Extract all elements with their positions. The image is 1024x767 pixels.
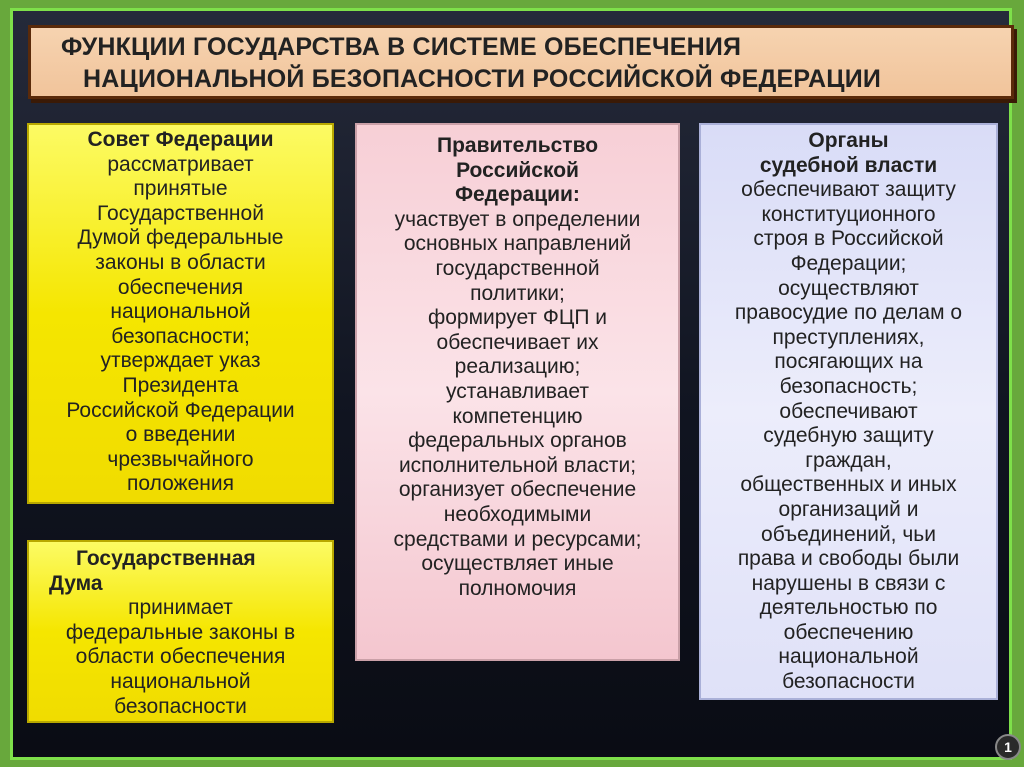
federation-council-text: положения — [127, 472, 234, 496]
judiciary-text: конституционного — [761, 202, 936, 226]
judiciary-box — [699, 123, 998, 700]
government-heading: Правительство — [436, 134, 599, 157]
government-text: необходимыми — [443, 502, 592, 526]
federation-council-box — [27, 123, 334, 504]
federation-council-text: безопасности; — [111, 324, 250, 348]
government-text: средствами и ресурсами; — [393, 527, 642, 551]
judiciary-text: Федерации; — [790, 251, 907, 275]
government-text: участвует в определении — [394, 207, 641, 231]
federation-council-text: о введении — [125, 423, 236, 447]
judiciary-text: безопасность; — [779, 374, 918, 398]
judiciary-text: безопасности — [782, 670, 915, 694]
judiciary-text: организаций и — [778, 497, 919, 521]
federation-council-text: рассматривает — [107, 152, 254, 176]
title-line-2: НАЦИОНАЛЬНОЙ БЕЗОПАСНОСТИ РОССИЙСКОЙ ФЕДЕРАЦИИ — [83, 65, 882, 93]
judiciary-text: посягающих на — [774, 350, 923, 374]
judiciary-text: общественных и иных — [740, 473, 957, 497]
judiciary-text: национальной — [778, 645, 919, 669]
judiciary-text: деятельностью по — [759, 596, 938, 620]
federation-council-text: Государственной — [97, 201, 264, 225]
government-text: устанавливает — [446, 379, 589, 403]
federation-council-text: законы в области — [95, 250, 266, 274]
government-heading: Федерации: — [455, 183, 580, 207]
judiciary-text: права и свободы были — [737, 547, 960, 571]
title-line-1: ФУНКЦИИ ГОСУДАРСТВА В СИСТЕМЕ ОБЕСПЕЧЕНИЯ — [61, 33, 742, 61]
federation-council-text: принятые — [133, 177, 228, 201]
government-text: основных направлений — [403, 232, 632, 256]
government-text: обеспечивает их — [436, 330, 599, 354]
judiciary-heading: Органы — [808, 129, 889, 152]
government-text: осуществляет иные — [421, 552, 614, 576]
judiciary-text: обеспечению — [783, 620, 914, 644]
government-text: реализацию; — [454, 355, 581, 379]
federation-council-text: чрезвычайного — [107, 447, 254, 471]
judiciary-text: преступлениях, — [772, 325, 925, 349]
government-text: государственной — [435, 256, 600, 280]
state-duma-text: области обеспечения — [75, 645, 286, 669]
judiciary-text: обеспечивают — [779, 399, 918, 423]
state-duma-heading-line-1: Государственная — [76, 547, 256, 570]
judiciary-text: правосудие по делам о — [734, 301, 963, 325]
federation-council-text: Российской Федерации — [66, 398, 295, 422]
state-duma-text: национальной — [110, 669, 251, 693]
federation-council-text: обеспечения — [117, 275, 244, 299]
government-text: полномочия — [458, 576, 577, 600]
government-text: исполнительной власти; — [398, 453, 637, 477]
judiciary-heading: судебной власти — [759, 153, 938, 177]
government-text: политики; — [470, 281, 565, 305]
federation-council-text: национальной — [110, 300, 251, 324]
judiciary-text: осуществляют — [778, 276, 919, 300]
judiciary-text: нарушены в связи с — [751, 571, 946, 595]
judiciary-text: граждан, — [805, 448, 892, 472]
government-text: формирует ФЦП и — [427, 306, 608, 330]
federation-council-text: Думой федеральные — [77, 226, 284, 250]
government-box — [355, 123, 680, 661]
slide-number-badge: 1 — [995, 734, 1021, 760]
state-duma-text: федеральные законы в — [65, 620, 296, 644]
state-duma-text: безопасности — [114, 694, 247, 718]
government-text: компетенцию — [452, 404, 583, 428]
government-heading: Российской — [456, 158, 579, 182]
federation-council-text: утверждает указ — [100, 349, 261, 373]
judiciary-text: обеспечивают защиту — [741, 178, 956, 202]
judiciary-text: судебную защиту — [763, 424, 934, 448]
federation-council-text: Президента — [122, 373, 239, 397]
government-text: организует обеспечение — [398, 478, 637, 502]
judiciary-text: объединений, чьи — [761, 522, 936, 546]
government-text: федеральных органов — [408, 429, 627, 453]
slide-title — [28, 25, 1014, 99]
state-duma-box — [27, 540, 334, 723]
state-duma-heading-line-2: Дума — [49, 571, 103, 595]
judiciary-text: строя в Российской — [753, 227, 944, 251]
state-duma-heading — [29, 547, 332, 596]
state-duma-text: принимает — [128, 596, 233, 620]
federation-council-heading: Совет Федерации — [87, 128, 274, 151]
